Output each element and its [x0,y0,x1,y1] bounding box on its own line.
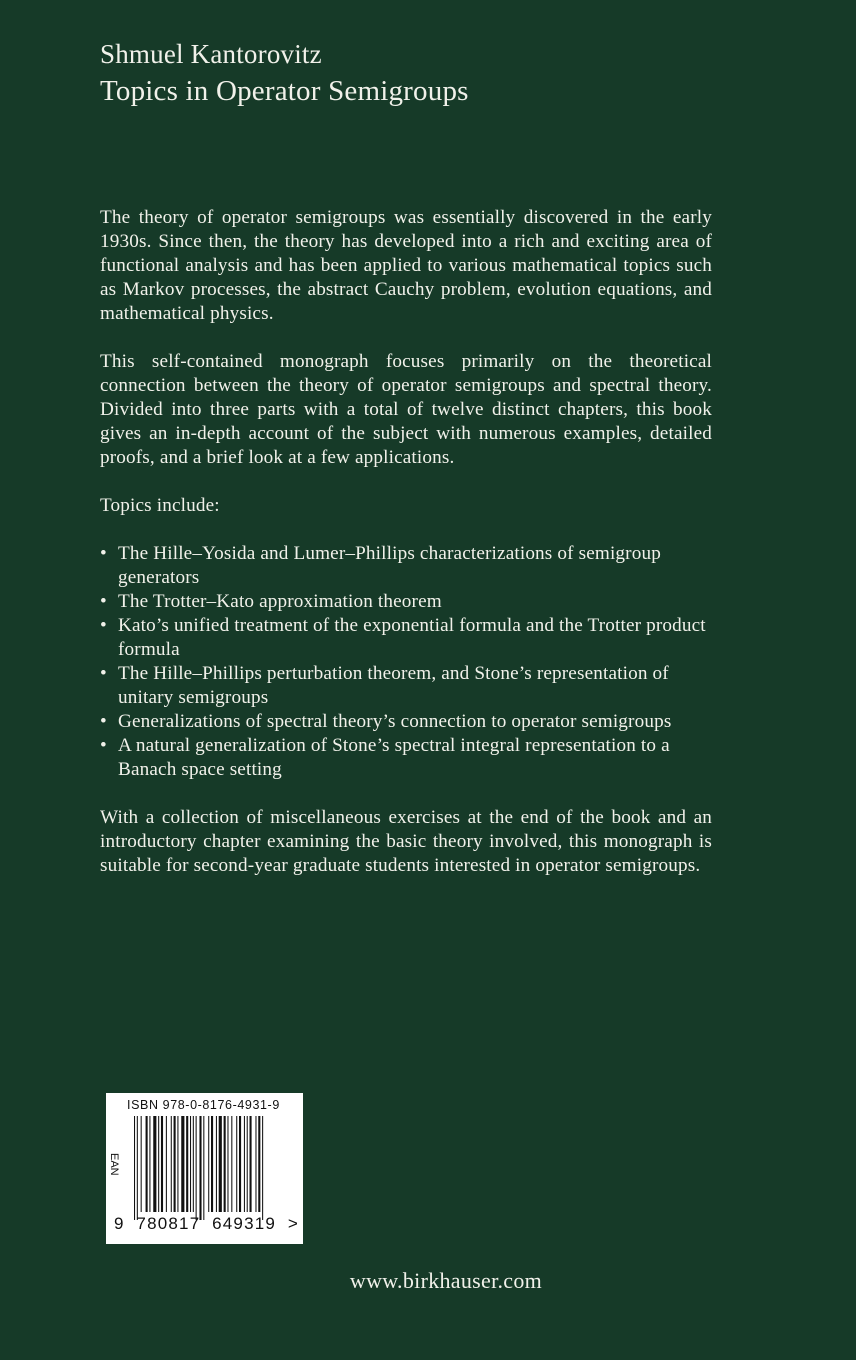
barcode-bar [255,1116,256,1212]
topic-text: Generalizations of spectral theory’s connection to operator semigroups [118,711,672,732]
barcode-bar [181,1116,184,1212]
publisher-website: www.birkhauser.com [349,1268,543,1293]
barcode-bar [193,1116,194,1212]
list-item [100,662,712,710]
header [100,36,469,110]
topics-label: Topics include: [100,495,220,516]
book-title: Topics in Operator Semigroups [100,75,469,107]
barcode-bar [174,1116,176,1212]
barcode-bar [262,1116,263,1220]
barcode-bar [199,1116,201,1220]
barcode-bar [161,1116,163,1212]
barcode-bar [219,1116,222,1212]
bullet-icon: • [100,735,107,756]
barcode-bar [216,1116,217,1212]
topic-text: A natural generalization of Stone’s spectral integral representation to a Banach space setting [118,735,670,780]
topic-text: Kato’s unified treatment of the exponential formula and the Trotter product formula [118,615,706,660]
barcode-bar [153,1116,156,1212]
barcode-digits [114,1214,299,1234]
barcode-bar [149,1116,150,1212]
list-item [100,710,712,734]
barcode [106,1093,303,1244]
barcode-bar [141,1116,142,1212]
barcode-bar [190,1116,191,1212]
list-item [100,734,712,782]
barcode-bars-icon [134,1116,291,1224]
barcode-bar [186,1116,188,1212]
bullet-icon: • [100,543,107,564]
barcode-bar [236,1116,237,1212]
barcode-bar [211,1116,213,1212]
barcode-bar [239,1116,241,1212]
barcode-bar [227,1116,228,1212]
barcode-bar [177,1116,178,1212]
ean-label: EAN [108,1153,120,1176]
barcode-bar [258,1116,260,1212]
isbn-number: ISBN 978-0-8176-4931-9 [127,1098,280,1112]
description-paragraph-1: The theory of operator semigroups was essentially discovered in the early 1930s. Since then, the theory has developed into a rich and exciting area of functional analysis and has been applied to various mathematical topics such as Markov processes, the abstract Cauchy problem, evolution equations, and mathematical physics. [100,207,712,324]
list-item [100,590,712,614]
barcode-digit-group: > [287,1214,299,1233]
barcode-bar [134,1116,135,1220]
description-paragraph-3: With a collection of miscellaneous exercises at the end of the book and an introductory chapter examining the basic theory involved, this monograph is suitable for second-year graduate students interested in operator semigroups. [100,807,712,876]
bullet-icon: • [100,591,107,612]
barcode-bar [137,1116,138,1220]
barcode-bar [250,1116,252,1212]
barcode-bar [166,1116,167,1212]
list-item [100,614,712,662]
topic-text: The Hille–Yosida and Lumer–Phillips characterizations of semigroup generators [118,543,661,588]
barcode-bar [224,1116,226,1212]
barcode-digit-group: 649319 [212,1214,277,1233]
barcode-bar [247,1116,248,1212]
topics-list [100,542,712,782]
barcode-bar [203,1116,204,1220]
barcode-digit-group: 780817 [136,1214,201,1233]
author-name: Shmuel Kantorovitz [100,39,322,69]
list-item [100,542,712,590]
barcode-bar [208,1116,209,1212]
barcode-bar [231,1116,232,1212]
barcode-bar [146,1116,148,1212]
barcode-bar [171,1116,172,1212]
description-paragraph-2: This self-contained monograph focuses primarily on the theoretical connection between the theory of operator semigroups and spectral theory. Divided into three parts with a total of twelve distinct chapters, this book gives an in-depth account of the subject with numerous examples, detailed proofs, and a brief look at a few applications. [100,351,712,468]
description [100,206,712,902]
barcode-bar [244,1116,245,1212]
barcode-bar [196,1116,197,1220]
barcode-bar [158,1116,159,1212]
bullet-icon: • [100,615,107,636]
topic-text: The Trotter–Kato approximation theorem [118,591,442,612]
barcode-digit-group: 9 [114,1214,125,1233]
topic-text: The Hille–Phillips perturbation theorem, and Stone’s representation of unitary semigroups [118,663,669,708]
bullet-icon: • [100,663,107,684]
bullet-icon: • [100,711,107,732]
